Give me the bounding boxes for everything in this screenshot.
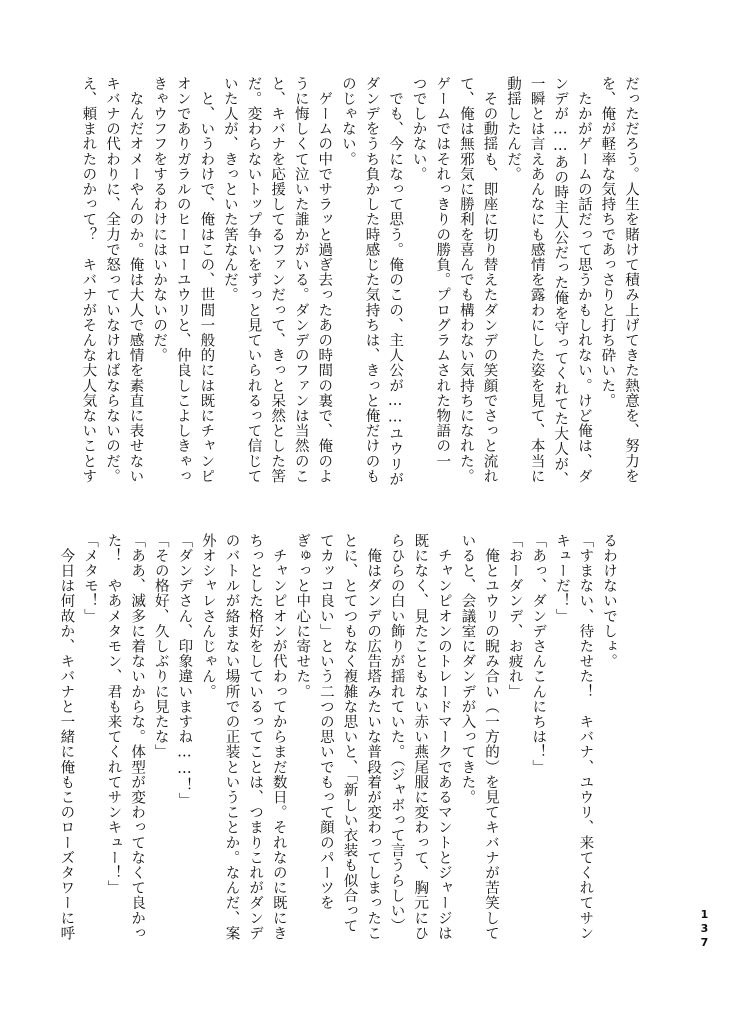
text-line: と、いうわけで、俺はこの、世間一般的には既にチャンピ — [198, 76, 215, 484]
text-line: とに、とてつもなく複雑な思いと、「新しい衣装も似合って — [341, 533, 358, 934]
text-line: だ。変わらないトップ争いをずっと見ていられるって信じて — [245, 76, 262, 484]
text-line: ンデが……あの時主人公だった俺を守ってくれてた大人が、 — [552, 76, 569, 487]
text-line: その動揺も、即座に切り替えたダンデの笑顔でさっと流れ — [481, 76, 498, 484]
text-line: 「メタモ！」 — [81, 533, 98, 624]
text-line: のバトルが絡まない場所での正装ということか。なんだ、案 — [223, 533, 240, 941]
text-line: ぎゅっと中心に寄せた。 — [294, 533, 311, 700]
text-line: を、俺が軽率な気持ちであっさりと打ち砕いた。 — [599, 76, 616, 409]
text-line: 「すまない、待たせた！ キバナ、ユウリ、来てくれてサン — [577, 533, 594, 941]
text-line: と、キバナを応援してるファンだって、きっと呆然とした筈 — [269, 76, 286, 484]
text-line: キバナの代わりに、全力で怒っていなければならないのだ。 — [103, 76, 120, 484]
text-line: 「その格好、久しぶりに見たな」 — [152, 533, 169, 760]
text-line: ダンデをうち負かした時感じた気持ちは、きっと俺だけのも — [363, 76, 380, 484]
text-line: 動揺したんだ。 — [505, 76, 522, 182]
text-line: なんだオメーやんのか。俺は大人で感情を素直に表せない — [127, 76, 144, 484]
text-line: 俺はダンデの広告塔みたいな普段着が変わってしまったこ — [365, 533, 382, 941]
text-line: るわけないでしょ。 — [601, 533, 617, 669]
text-line: え、頼まれたのかって？ キバナがそんな大人気ないことす — [80, 76, 97, 484]
text-line: たかがゲームの話だって思うかもしれない。けど俺は、ダ — [575, 76, 592, 484]
text-line: だっただろう。人生を賭けて積み上げてきた熱意を、努力を — [623, 76, 639, 484]
text-line: て、俺は無邪気に勝利を喜んでも構わない気持ちになれた。 — [457, 76, 474, 484]
text-line: ゲームの中でサラッと過ぎ去ったあの時間の裏で、俺のよ — [316, 76, 333, 484]
text-line: 「おーダンデ、お疲れ」 — [506, 533, 523, 700]
text-line: オンでありガラルのヒーローユウリと、仲良しこよしきゃっ — [174, 76, 191, 484]
text-line: た！ やあメタモン、君も来てくれてサンキュー！」 — [105, 533, 122, 896]
text-line: いた人が、きっといた筈なんだ。 — [221, 76, 238, 303]
text-line: つでしかない。 — [410, 76, 427, 182]
upper-text-block — [76, 76, 642, 496]
text-line: らひらの白い飾りが揺れていた。（ジャボって言うらしい） — [388, 533, 405, 934]
text-line: チャンピオンのトレードマークであるマントとジャージは — [435, 533, 452, 941]
page-number: 137 — [698, 908, 711, 950]
text-line: 一瞬とは言えあんなにも感情を露わにした姿を見て、本当に — [528, 76, 545, 484]
text-line: 今日は何故か、キバナと一緒に俺もこのローズタワーに呼 — [58, 533, 75, 941]
text-line: きゃウフフをするわけにはいかないのだ。 — [151, 76, 168, 363]
text-line: 「ダンデさん、印象違いますね……！」 — [176, 533, 193, 808]
text-line: いると、会議室にダンデが入ってきた。 — [459, 533, 476, 805]
text-line: うに悔しくて泣いた誰かがいる。ダンデのファンは当然のこ — [292, 76, 309, 484]
text-line: 「ああ、滅多に着ないからな。体型が変わってなくて良かっ — [129, 533, 146, 941]
text-line: 既になく、見たこともない赤い燕尾服に変わって、胸元にひ — [412, 533, 429, 941]
text-line: 俺とユウリの睨み合い（一方的）を見てキバナが苦笑して — [483, 533, 500, 941]
text-line: でも、今になって思う。俺のこの、主人公が……ユウリが — [387, 76, 404, 487]
text-line: ゲームではそれっきりの勝負。プログラムされた物語の一 — [434, 76, 451, 469]
text-line: チャンピオンが代わってからまだ数日。それなのに既にき — [270, 533, 287, 941]
lower-text-block — [54, 533, 620, 953]
text-line: キューだ！」 — [553, 533, 570, 624]
text-line: ちっとした格好をしているってことは、つまりこれがダンデ — [247, 533, 264, 941]
text-line: 外オシャレさんじゃん。 — [199, 533, 216, 700]
text-line: 「あっ、ダンデさんこんにちは！」 — [530, 533, 547, 775]
text-line: てカッコ良い」という二つの思いでもって顔のパーツを — [317, 533, 334, 911]
text-line: のじゃない。 — [339, 76, 356, 167]
